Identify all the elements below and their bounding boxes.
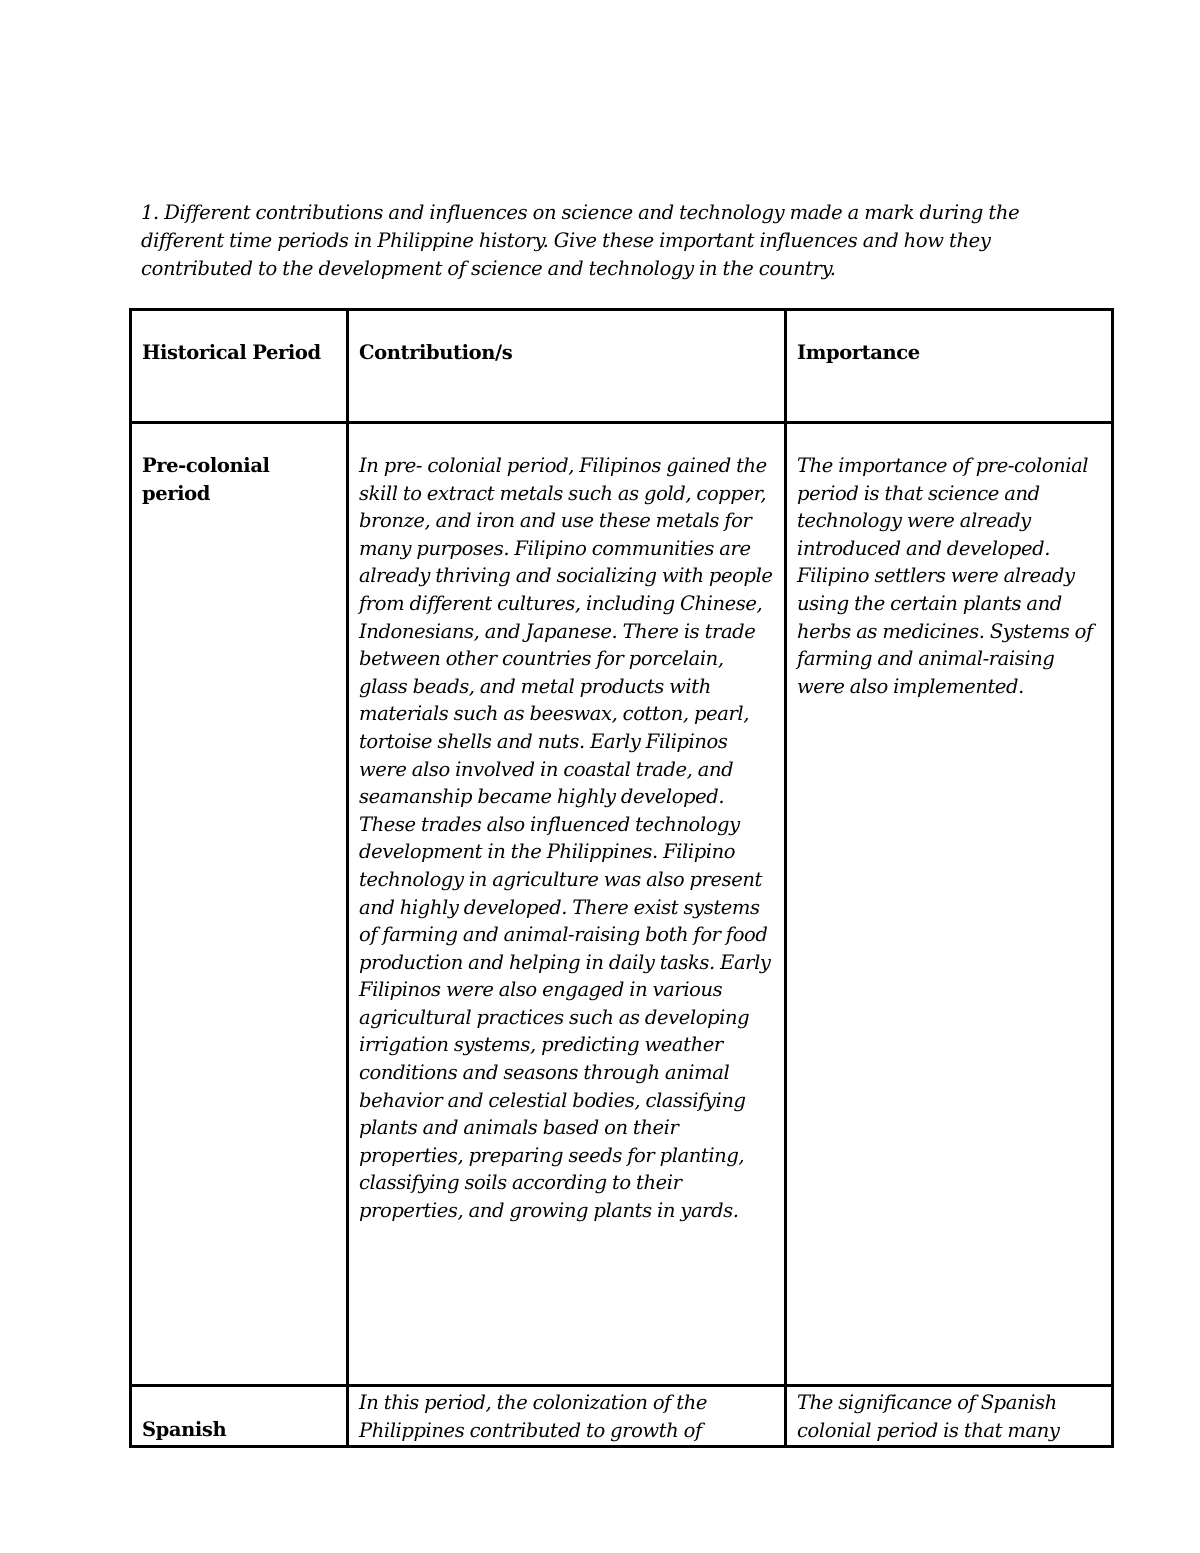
question-text: 1. Different contributions and influences on science and technology made a mark during the different time periods in Philippine history. Give these important influences and how they contributed to the development of science and technology in the country.	[141, 201, 1020, 280]
contribution-text: In pre- colonial period, Filipinos gained the skill to extract metals such as gold, copper, bronze, and iron and use these metals for many purposes. Filipino communities are already thriving and socializing with people from different cultures, including Chinese, Indonesians, and Japanese. There is trade between other countries for porcelain, glass beads, and metal products with materials such as beeswax, cotton, pearl, tortoise shells and nuts. Early Filipinos were also involved in coastal trade, and seamanship became highly developed. These trades also influenced technology development in the Philippines. Filipino technology in agriculture was also present and highly developed. There exist systems of farming and animal-raising both for food production and helping in daily tasks. Early Filipinos were also engaged in various agricultural practices such as developing irrigation systems, predicting weather conditions and seasons through animal behavior and celestial bodies, classifying plants and animals based on their properties, preparing seeds for planting, classifying soils according to their properties, and growing plants in yards.	[359, 454, 773, 1223]
header-historical-period: Historical Period	[131, 310, 348, 423]
importance-cell	[786, 1386, 1113, 1447]
header-importance: Importance	[786, 310, 1113, 423]
importance-text: The importance of pre-colonial period is that science and technology were already introduced and developed. Filipino settlers were already using the certain plants and herbs as medicines. Systems of farming and animal-raising were also implemented.	[797, 454, 1093, 698]
table-row	[131, 423, 1113, 1386]
period-cell	[131, 423, 348, 1386]
period-cell	[131, 1386, 348, 1447]
period-label: Pre-colonial period	[142, 454, 270, 505]
header-contributions: Contribution/s	[348, 310, 786, 423]
table-row	[131, 1386, 1113, 1447]
contribution-cell	[348, 423, 786, 1386]
table-header-row	[131, 310, 1113, 423]
importance-cell	[786, 423, 1113, 1386]
importance-text: The significance of Spanish colonial period is that many	[797, 1391, 1060, 1442]
contribution-cell	[348, 1386, 786, 1447]
history-table	[129, 308, 1114, 1448]
period-label: Spanish	[142, 1418, 227, 1441]
contribution-text: In this period, the colonization of the Philippines contributed to growth of	[359, 1391, 708, 1442]
